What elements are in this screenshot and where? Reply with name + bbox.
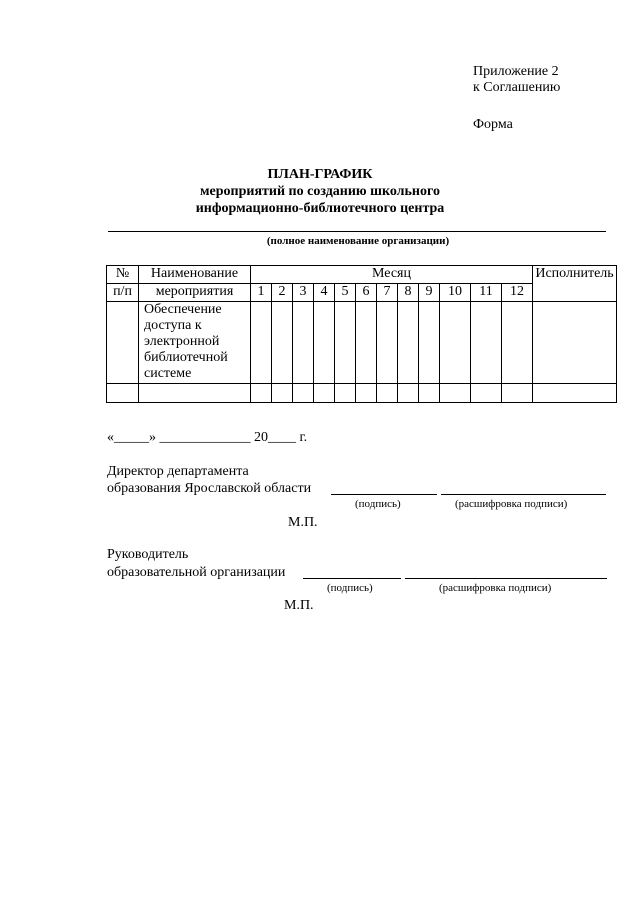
month-header: 7 [377,284,398,302]
director-signature-caption: (подпись) [355,498,401,510]
month-header: 9 [419,284,440,302]
month-cell [293,302,314,384]
col-name-header-text: Наименование [150,266,239,281]
col-month-header: Месяц [251,266,533,284]
head-signature-caption: (подпись) [327,582,373,594]
row-name-line: доступа к [144,318,202,333]
month-cell [335,302,356,384]
row-num-cell [107,384,139,403]
month-cell [335,384,356,403]
month-cell [314,384,335,403]
document-subtitle-line2: информационно-библиотечного центра [195,201,445,216]
month-cell [314,302,335,384]
month-header: 10 [440,284,471,302]
month-cell [440,302,471,384]
month-cell [377,384,398,403]
appendix-number: Приложение 2 [473,64,559,79]
month-header: 12 [502,284,533,302]
director-stamp-label: М.П. [288,515,318,530]
executor-cell [533,384,617,403]
month-header: 8 [398,284,419,302]
month-cell [440,384,471,403]
row-num-cell [107,302,139,384]
month-header: 11 [471,284,502,302]
month-cell [419,384,440,403]
row-name-cell [139,302,251,384]
col-name-header [139,266,251,284]
month-cell [251,384,272,403]
head-signature-line [303,578,401,579]
org-name-caption: (полное наименование организации) [266,235,450,247]
document-title: ПЛАН-ГРАФИК [267,167,373,182]
director-title-line1: Директор департамента [107,464,249,479]
month-header: 4 [314,284,335,302]
month-header: 3 [293,284,314,302]
director-decode-caption: (расшифровка подписи) [455,498,568,510]
month-cell [293,384,314,403]
director-title-line2: образования Ярославской области [107,481,312,496]
table-row [107,302,617,384]
row-name-line: библиотечной [144,350,228,365]
row-name-line: Обеспечение [144,302,222,317]
appendix-reference: к Соглашению [473,80,561,95]
head-title-line2: образовательной организации [107,565,286,580]
month-cell [471,384,502,403]
form-label: Форма [473,117,513,132]
month-cell [398,384,419,403]
month-cell [502,302,533,384]
month-cell [356,384,377,403]
month-cell [251,302,272,384]
month-header: 2 [272,284,293,302]
month-header: 1 [251,284,272,302]
month-cell [377,302,398,384]
table-row [107,384,617,403]
head-decode-caption: (расшифровка подписи) [439,582,552,594]
head-stamp-label: М.П. [284,598,314,613]
document-subtitle-line1: мероприятий по созданию школьного [200,184,440,199]
director-decode-line [441,494,606,495]
col-name-header-sub: мероприятия [139,284,251,302]
org-name-line [108,231,606,232]
plan-table [106,265,617,403]
month-cell [398,302,419,384]
row-name-line: электронной [144,334,220,349]
col-executor-header: Исполнитель [533,266,617,302]
month-cell [419,302,440,384]
executor-cell [533,302,617,384]
row-name-line: системе [144,366,192,381]
head-decode-line [405,578,607,579]
date-line: «_____» _____________ 20____ г. [107,430,308,445]
month-cell [272,302,293,384]
col-num-header-sub: п/п [107,284,139,302]
month-cell [502,384,533,403]
col-num-header-text: № [115,266,130,281]
month-cell [471,302,502,384]
head-title-line1: Руководитель [107,547,189,562]
col-num-header [107,266,139,284]
month-cell [356,302,377,384]
row-name-cell [139,384,251,403]
month-header: 5 [335,284,356,302]
director-signature-line [331,494,437,495]
month-header: 6 [356,284,377,302]
month-cell [272,384,293,403]
